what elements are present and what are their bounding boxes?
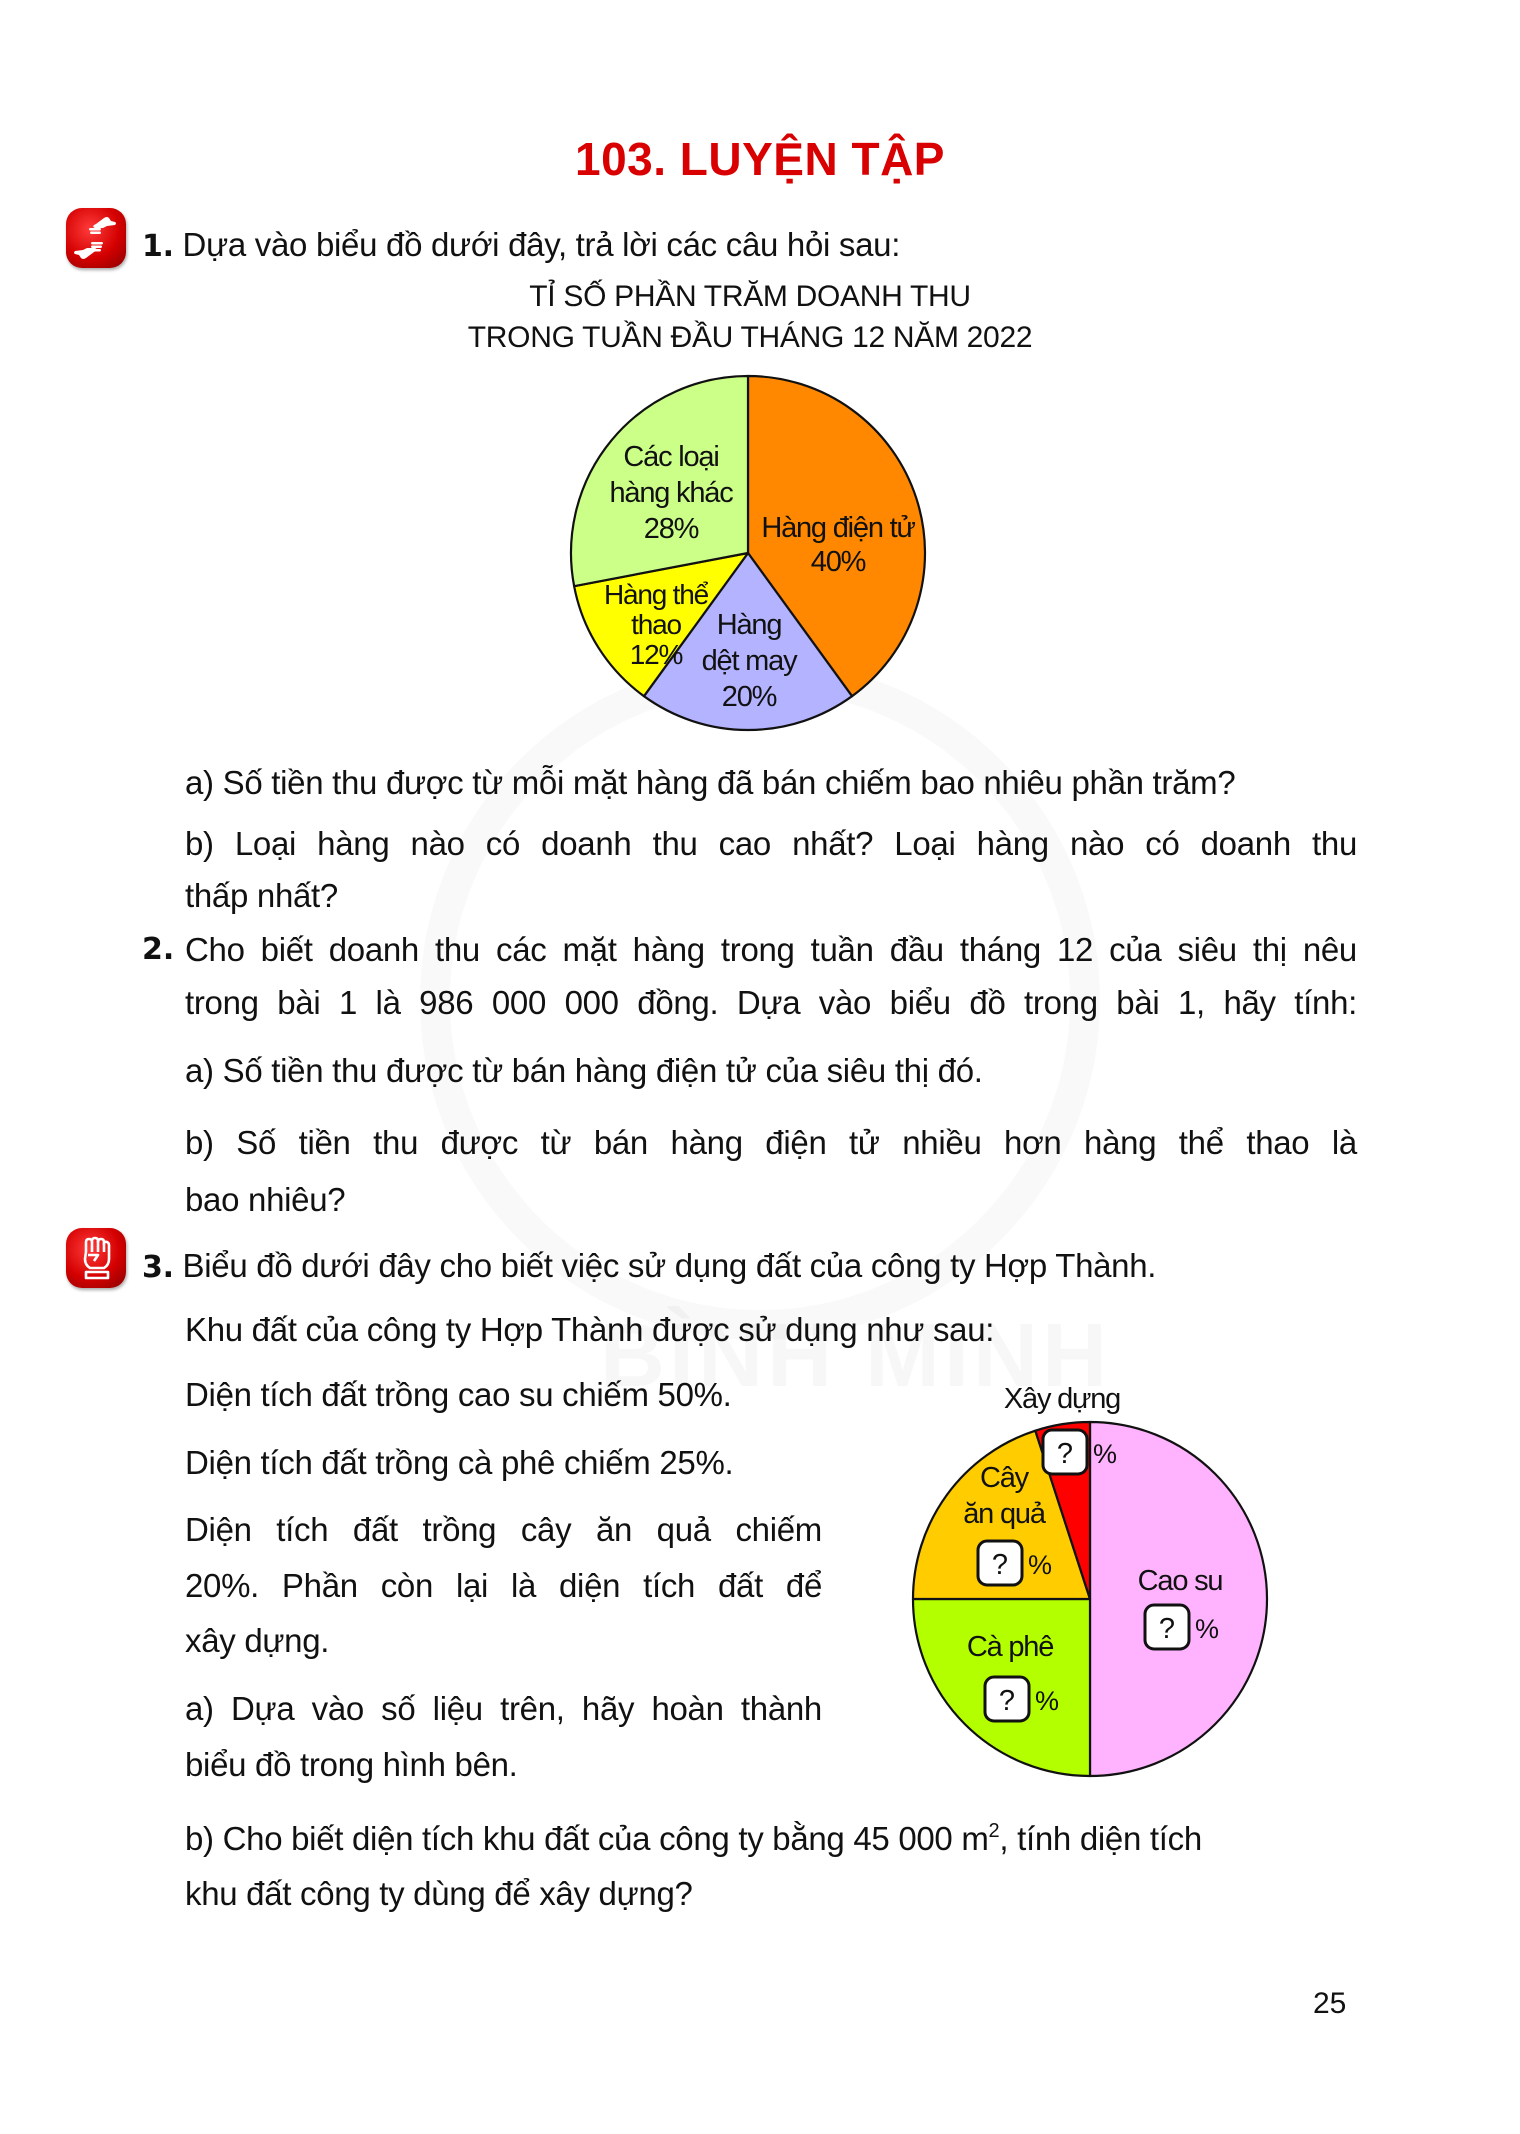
slice-label: 20% [721, 681, 777, 713]
exercise-1-number: 1. [142, 229, 174, 264]
exercise-1-question-a: a) Số tiền thu được từ mỗi mặt hàng đã bán chiếm bao nhiêu phần trăm? [185, 764, 1236, 801]
question-mark: ? [998, 1685, 1016, 1717]
superscript-2: 2 [988, 1820, 1000, 1842]
question-b-text: b) Cho biết diện tích khu đất của công ty bằng 45 000 m [185, 1820, 989, 1857]
slice-label: 28% [643, 513, 699, 545]
slice-label: 12% [629, 639, 683, 670]
exercise-3-question-a-line-2: biểu đồ trong hình bên. [185, 1746, 518, 1783]
exercise-3-question-b-line-2: khu đất công ty dùng để xây dựng? [185, 1875, 693, 1912]
exercise-3-line-1 [142, 1246, 1156, 1288]
answer-placeholder[interactable] [985, 1677, 1029, 1721]
exercise-3-fact-3-line-1: Diện tích đất trồng cây ăn quả chiếm [185, 1511, 822, 1548]
exercise-3-question-a-line-1: a) Dựa vào số liệu trên, hãy hoàn thành [185, 1690, 822, 1727]
slice-label: dệt may [701, 645, 797, 677]
exercise-3-fact-2: Diện tích đất trồng cà phê chiếm 25%. [185, 1444, 734, 1481]
exercise-2-question-b-line-2: bao nhiêu? [185, 1181, 346, 1218]
exercise-2-question-b-line-1: b) Số tiền thu được từ bán hàng điện tử nhiều hơn hàng thể thao là [185, 1124, 1357, 1161]
exercise-3-intro: Biểu đồ dưới đây cho biết việc sử dụng đất của công ty Hợp Thành. [182, 1247, 1157, 1284]
exercise-3-line-2: Khu đất của công ty Hợp Thành được sử dụng như sau: [185, 1311, 995, 1348]
exercise-2-line-1: Cho biết doanh thu các mặt hàng trong tuần đầu tháng 12 của siêu thị nêu [185, 931, 1357, 968]
slice-label: hàng khác [609, 477, 733, 509]
chart-1-subtitle: TRONG TUẦN ĐẦU THÁNG 12 NĂM 2022 [467, 321, 1033, 354]
percent-sign: % [1093, 1439, 1117, 1469]
slice-label: Hàng thể [603, 579, 709, 610]
exercise-2-line-2: trong bài 1 là 986 000 000 đồng. Dựa vào biểu đồ trong bài 1, hãy tính: [185, 984, 1357, 1021]
question-mark: ? [1158, 1613, 1176, 1645]
exercise-2-question-a: a) Số tiền thu được từ bán hàng điện tử của siêu thị đó. [185, 1052, 983, 1089]
answer-placeholder[interactable] [978, 1541, 1022, 1585]
land-use-pie-chart [900, 1380, 1280, 1790]
page-title: 103. LUYỆN TẬP [575, 133, 945, 185]
slice-label: Xây dựng [1003, 1383, 1121, 1415]
slice-label: 40% [810, 546, 866, 578]
exercise-3-number: 3. [142, 1250, 174, 1285]
question-b-text-end: , tính diện tích [999, 1820, 1202, 1857]
exercise-1-prompt: Dựa vào biểu đồ dưới đây, trả lời các câu hỏi sau: [182, 226, 901, 263]
question-mark: ? [991, 1549, 1009, 1581]
question-mark: ? [1056, 1438, 1074, 1470]
page-number: 25 [1313, 1987, 1347, 2020]
exercise-3-fact-3-line-2: 20%. Phần còn lại là diện tích đất để [185, 1567, 822, 1604]
slice-label: Cà phê [966, 1631, 1054, 1663]
slice-label: Cây [980, 1462, 1028, 1494]
revenue-pie-chart [560, 366, 940, 742]
answer-placeholder[interactable] [1043, 1430, 1087, 1474]
slice-label: Cao su [1137, 1565, 1223, 1597]
slice-label: ăn quả [963, 1498, 1045, 1530]
exercise-3-fact-1: Diện tích đất trồng cao su chiếm 50%. [185, 1376, 732, 1413]
raised-fist-icon [66, 1228, 126, 1288]
exercise-1-question-b-line-1: b) Loại hàng nào có doanh thu cao nhất? Loại hàng nào có doanh thu [185, 825, 1357, 862]
chart-1-title: TỈ SỐ PHẦN TRĂM DOANH THU [529, 280, 971, 313]
percent-sign: % [1195, 1614, 1219, 1644]
exercise-2-number: 2. [142, 932, 175, 967]
slice-label: Hàng điện tử [761, 512, 915, 544]
hands-pointing-icon [66, 208, 126, 268]
exercise-1-line [142, 225, 900, 267]
slice-label: Hàng [716, 609, 782, 641]
percent-sign: % [1028, 1550, 1052, 1580]
percent-sign: % [1035, 1686, 1059, 1716]
pie-slice [1090, 1422, 1267, 1776]
exercise-3-fact-3-line-3: xây dựng. [185, 1622, 330, 1659]
answer-placeholder[interactable] [1145, 1605, 1189, 1649]
exercise-1-question-b-line-2: thấp nhất? [185, 877, 338, 914]
slice-label: thao [631, 609, 681, 640]
slice-label: Các loại [623, 441, 719, 473]
exercise-3-question-b-line-1 [185, 1819, 1202, 1859]
